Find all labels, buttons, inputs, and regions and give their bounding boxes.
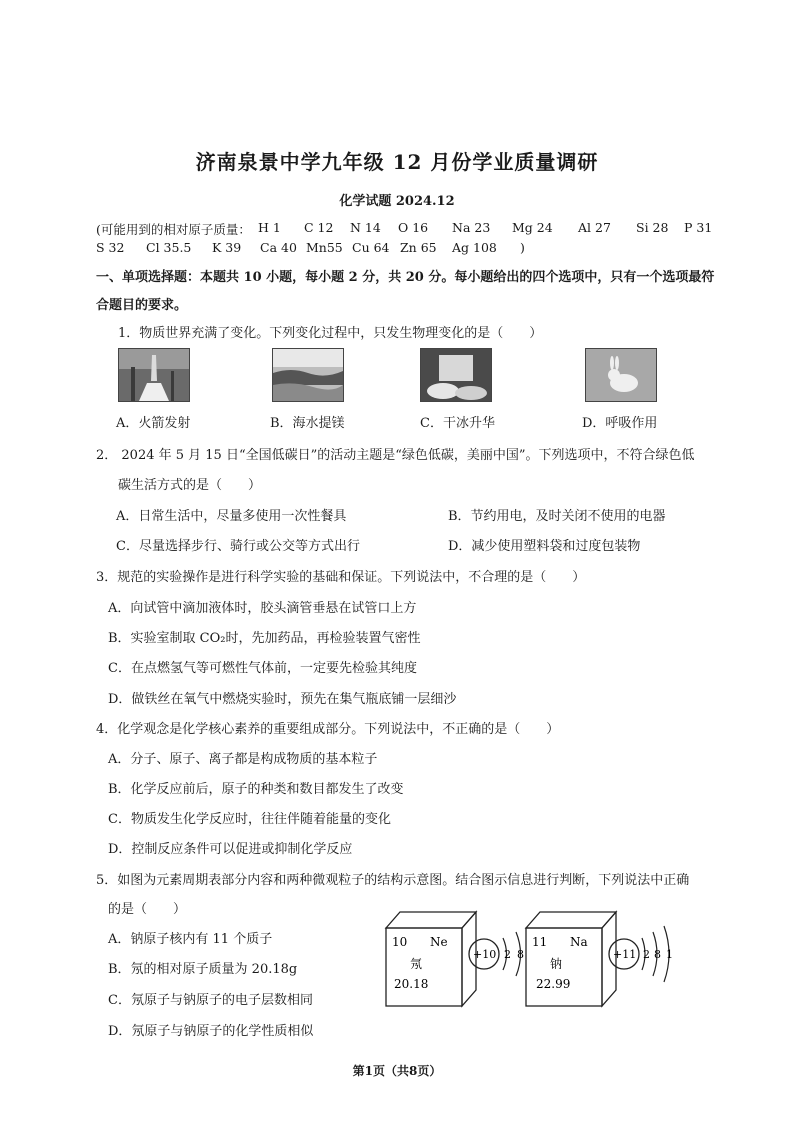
sodium-element-cell: [526, 912, 616, 1006]
sodium-name: 钠: [550, 957, 563, 971]
atomic-mass-item: P 31: [684, 220, 713, 235]
q4-option-a: A．分子、原子、离子都是构成物质的基本粒子: [108, 752, 378, 767]
atomic-mass-item: Ag 108: [452, 240, 497, 255]
q1-option-d: D．呼吸作用: [582, 416, 658, 431]
seawater-image: [272, 348, 344, 402]
atomic-mass-item: H 1: [258, 220, 281, 235]
section-heading-line1: 一、单项选择题：本题共 10 小题，每小题 2 分，共 20 分。每小题给出的四个选项中，只有一个选项最符: [96, 270, 715, 285]
atomic-mass-item: ): [520, 240, 525, 255]
neon-atomic-number: 10: [392, 935, 408, 949]
dry-ice-image: [420, 348, 492, 402]
sodium-symbol: Na: [570, 935, 588, 949]
q1-option-b: B．海水提镁: [270, 416, 345, 431]
rocket-launch-image: [118, 348, 190, 402]
q4-stem: 4．化学观念是化学核心素养的重要组成部分。下列说法中，不正确的是（ ）: [96, 722, 560, 737]
exam-title: 济南泉景中学九年级 12 月份学业质量调研: [195, 150, 599, 174]
atomic-mass-item: Cu 64: [352, 240, 390, 255]
q5-option-a: A．钠原子核内有 11 个质子: [108, 932, 273, 947]
neon-element-cell: [386, 912, 476, 1006]
q2-option-c: C．尽量选择步行、骑行或公交等方式出行: [116, 539, 360, 554]
neon-name: 氖: [410, 957, 423, 971]
atomic-mass-item: C 12: [304, 220, 334, 235]
neon-shell-2: 8: [517, 948, 524, 961]
atomic-mass-item: O 16: [398, 220, 429, 235]
section-heading-line2: 合题目的要求。: [96, 298, 188, 313]
neon-atom-structure: [469, 932, 524, 976]
q5-stem-line1: 5．如图为元素周期表部分内容和两种微观粒子的结构示意图。结合图示信息进行判断，下列说法中正确: [96, 873, 690, 888]
atomic-mass-item: Al 27: [578, 220, 611, 235]
sodium-atomic-mass: 22.99: [536, 977, 571, 991]
atomic-mass-item: Mn55: [306, 240, 343, 255]
q3-option-d: D．做铁丝在氧气中燃烧实验时，预先在集气瓶底铺一层细沙: [108, 692, 457, 707]
neon-atomic-mass: 20.18: [394, 977, 429, 991]
neon-shell-1: 2: [504, 948, 511, 961]
q1-option-c: C．干冰升华: [420, 416, 495, 431]
atomic-mass-item: Cl 35.5: [146, 240, 192, 255]
q2-option-b: B．节约用电，及时关闭不使用的电器: [448, 509, 666, 524]
sodium-shell-2: 8: [654, 948, 661, 961]
q1-option-a: A．火箭发射: [116, 416, 191, 431]
atomic-mass-intro: (可能用到的相对原子质量：: [96, 222, 251, 237]
rabbit-image: [585, 348, 657, 402]
page-number: 第1页（共8页）: [352, 1064, 442, 1078]
q3-stem: 3．规范的实验操作是进行科学实验的基础和保证。下列说法中，不合理的是（ ）: [96, 570, 586, 585]
atomic-mass-item: Si 28: [636, 220, 669, 235]
sodium-atom-structure: [609, 926, 673, 982]
atomic-mass-item: Na 23: [452, 220, 491, 235]
q3-option-b: B．实验室制取 CO₂时，先加药品，再检验装置气密性: [108, 631, 421, 646]
q2-stem-line2: 碳生活方式的是（ ）: [118, 478, 262, 493]
sodium-shell-3: 1: [666, 948, 673, 961]
element-structure-diagram: [380, 906, 680, 1014]
sodium-atomic-number: 11: [532, 935, 548, 949]
q1-stem: 1．物质世界充满了变化。下列变化过程中，只发生物理变化的是（ ）: [118, 326, 543, 341]
q3-option-a: A．向试管中滴加液体时，胶头滴管垂悬在试管口上方: [108, 601, 417, 616]
q5-option-b: B．氖的相对原子质量为 20.18g: [108, 962, 298, 977]
atomic-mass-item: N 14: [350, 220, 381, 235]
q3-option-c: C．在点燃氢气等可燃性气体前，一定要先检验其纯度: [108, 661, 417, 676]
exam-subtitle: 化学试题 2024.12: [339, 194, 455, 209]
q4-option-d: D．控制反应条件可以促进或抑制化学反应: [108, 842, 353, 857]
atomic-mass-item: Zn 65: [400, 240, 437, 255]
q2-option-a: A．日常生活中，尽量多使用一次性餐具: [116, 509, 347, 524]
atomic-mass-item: S 32: [96, 240, 125, 255]
q4-option-b: B．化学反应前后，原子的种类和数目都发生了改变: [108, 782, 404, 797]
q5-option-d: D．氖原子与钠原子的化学性质相似: [108, 1024, 314, 1039]
atomic-mass-item: Ca 40: [260, 240, 297, 255]
q2-option-d: D．减少使用塑料袋和过度包装物: [448, 539, 641, 554]
q2-stem-line1: 2． 2024 年 5 月 15 日“全国低碳日”的活动主题是“绿色低碳，美丽中国”。下列选项中，不符合绿色低: [96, 448, 695, 463]
atomic-mass-item: K 39: [212, 240, 242, 255]
q4-option-c: C．物质发生化学反应时，往往伴随着能量的变化: [108, 812, 391, 827]
sodium-nucleus-charge: +11: [613, 948, 637, 961]
atomic-mass-item: Mg 24: [512, 220, 553, 235]
neon-nucleus-charge: +10: [473, 948, 497, 961]
q5-stem-line2: 的是（ ）: [108, 902, 187, 917]
sodium-shell-1: 2: [643, 948, 650, 961]
neon-symbol: Ne: [430, 935, 448, 949]
q5-option-c: C．氖原子与钠原子的电子层数相同: [108, 993, 313, 1008]
